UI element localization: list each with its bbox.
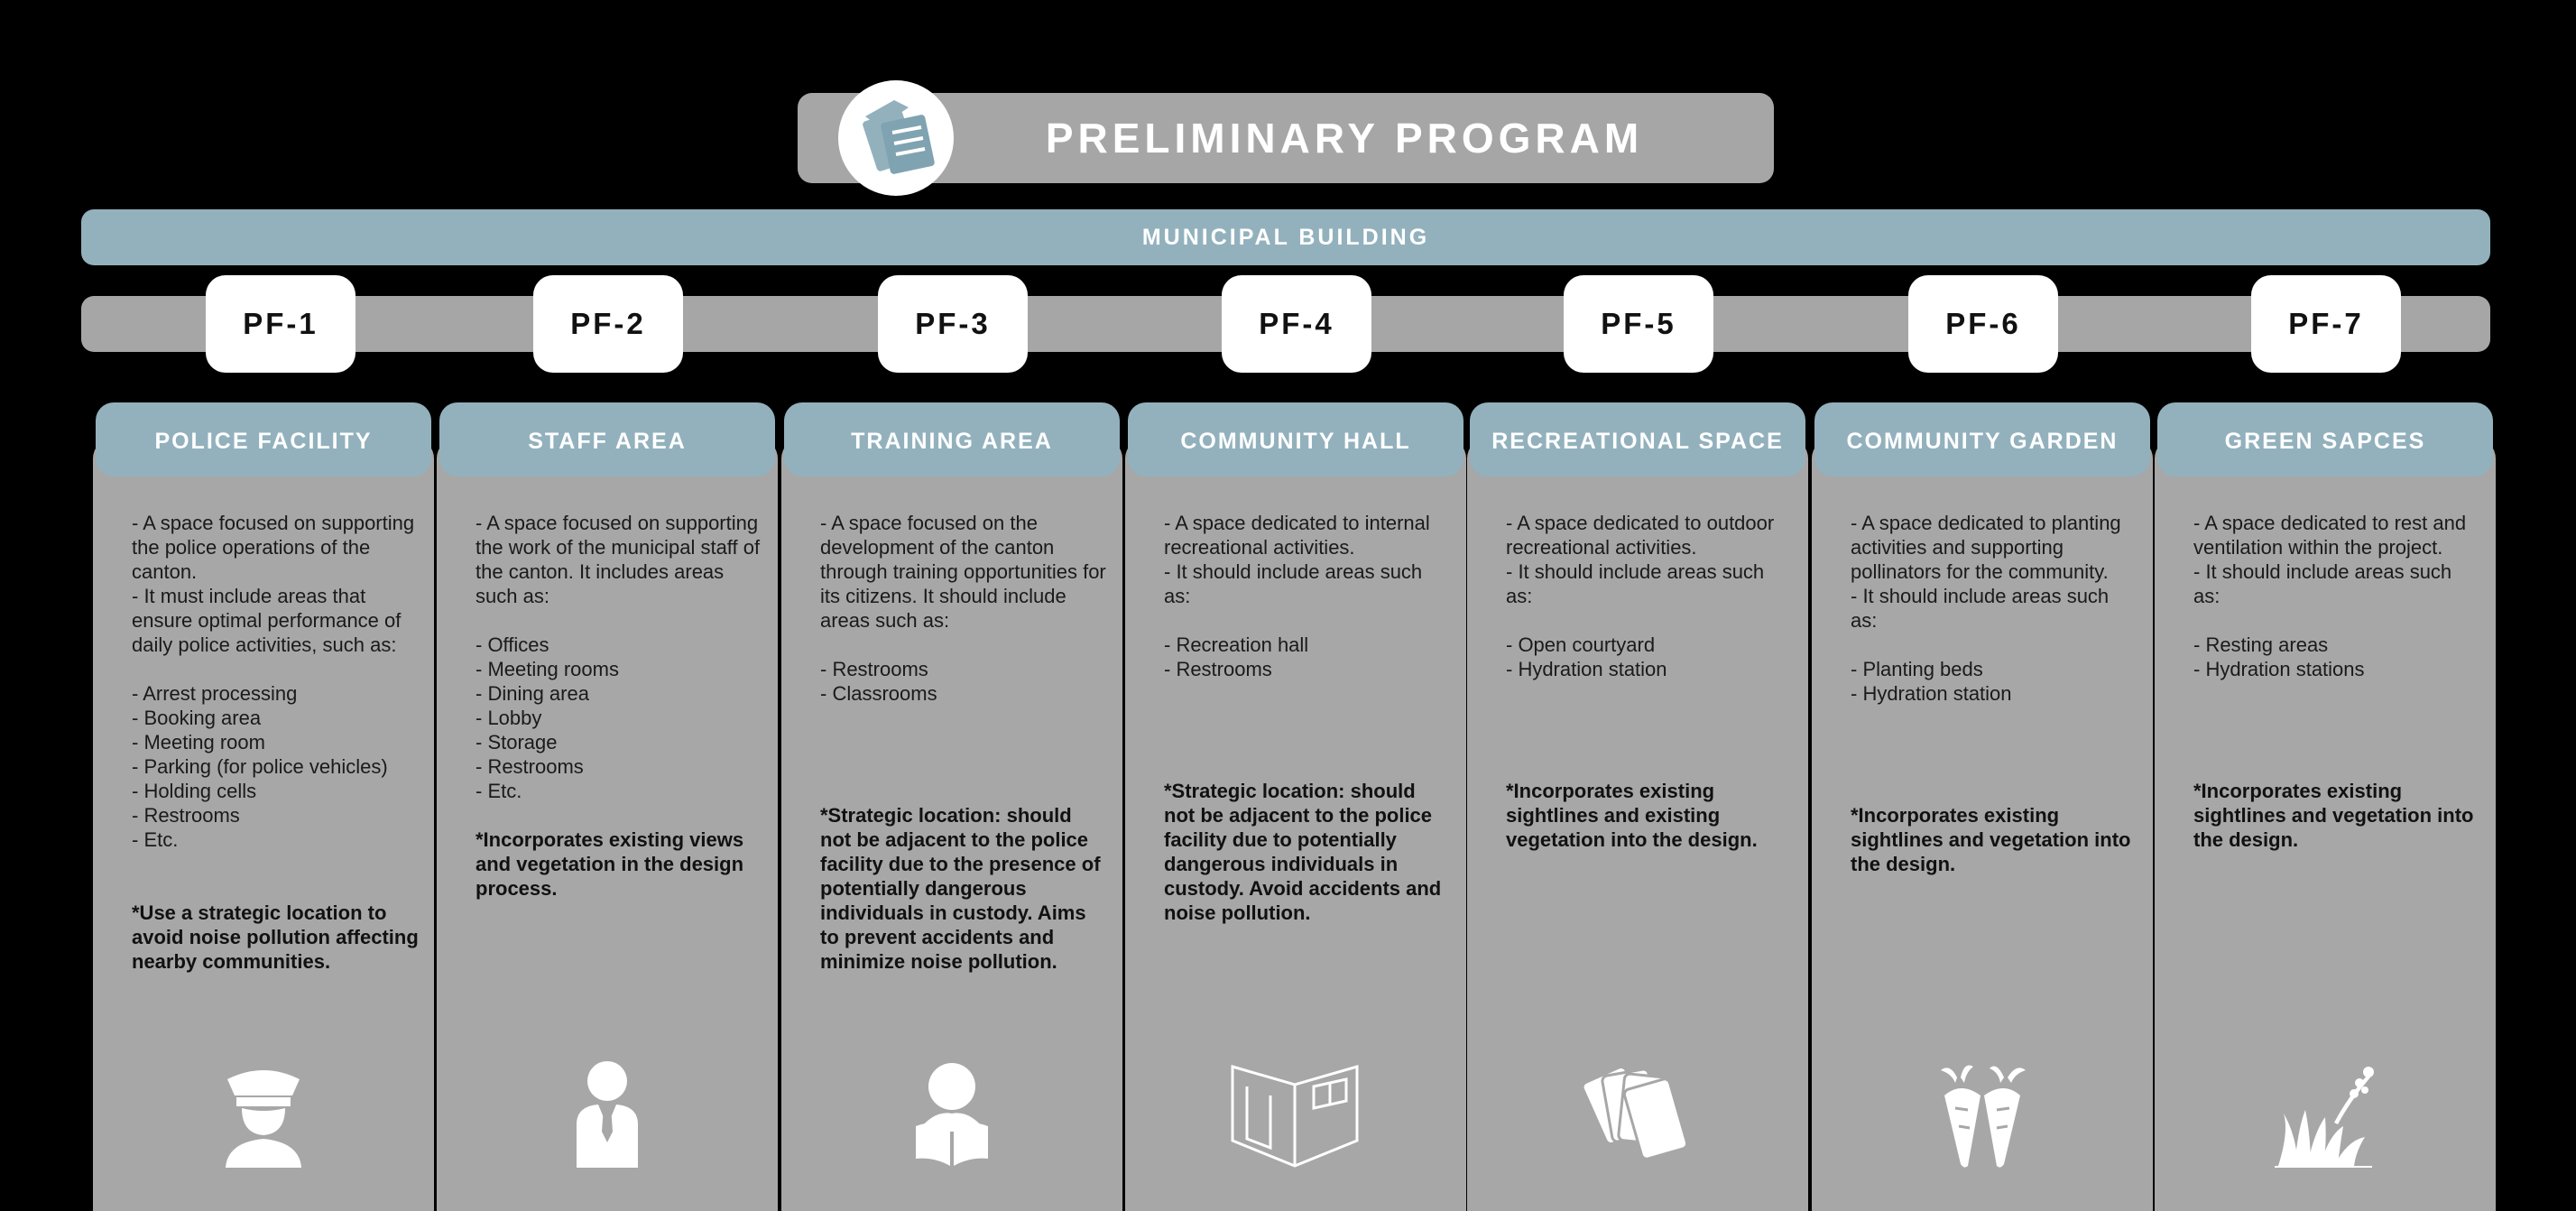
program-column-community-hall [1128,402,1463,1211]
reading-person-icon [898,1059,1006,1168]
column-title: TRAINING AREA [784,402,1120,476]
column-title: GREEN SAPCES [2157,402,2493,476]
pf-code-badge: PF-1 [206,275,355,373]
police-officer-icon [209,1059,318,1168]
pf-code-badge: PF-4 [1222,275,1371,373]
municipal-building-bar: MUNICIPAL BUILDING [81,209,2490,265]
column-note: *Incorporates existing sightlines and vegetation into the design. [2193,780,2474,851]
column-note: *Strategic location: should not be adjacent to the police facility due to potentially dangerous individuals in custody. Avoid accidents and noise pollution. [1164,780,1442,924]
staff-person-icon [553,1059,661,1168]
page-title: PRELIMINARY PROGRAM [1045,115,1644,162]
program-column-staff-area [439,402,775,1211]
program-column-police-facility [96,402,431,1211]
program-column-community-garden [1814,402,2150,1211]
grass-plant-icon [2271,1059,2379,1168]
column-note: *Incorporates existing sightlines and vegetation into the design. [1851,804,2131,875]
carrots-icon [1928,1059,2036,1168]
column-description: - A space dedicated to planting activities and supporting pollinators for the community. - It should include areas such as: - Planting beds - Hydration station [1851,512,2121,705]
pf-code-badge: PF-6 [1908,275,2058,373]
program-column-recreational-space [1470,402,1805,1211]
column-note: *Use a strategic location to avoid noise pollution affecting nearby communities. [132,901,419,973]
column-title: COMMUNITY GARDEN [1814,402,2150,476]
column-note: *Strategic location: should not be adjacent to the police facility due to the presence of potentially dangerous individuals in custody. Aims to prevent accidents and minimize noise pollution. [820,804,1101,973]
column-note: *Incorporates existing views and vegetation in the design process. [475,828,744,900]
column-title: STAFF AREA [439,402,775,476]
pf-code-badge: PF-5 [1564,275,1713,373]
column-description: - A space focused on supporting the police operations of the canton. - It must include areas that ensure optimal performance of daily police activities, such as: - Arrest processing - Booking area - Meeting room - Parking (for police vehicles) - Holding cells - Restrooms - Etc. [132,512,415,851]
program-column-training-area [784,402,1120,1211]
program-column-green-spaces [2157,402,2493,1211]
pf-code-badge: PF-3 [878,275,1028,373]
column-description: - A space focused on supporting the work of the municipal staff of the canton. It includes areas such as: - Offices - Meeting rooms - Dining area - Lobby - Storage - Restrooms - Etc. [475,512,761,802]
column-title: RECREATIONAL SPACE [1470,402,1805,476]
documents-logo-icon [838,80,954,196]
playing-cards-icon [1583,1059,1692,1168]
pf-code-badge: PF-2 [533,275,683,373]
pf-code-badge: PF-7 [2251,275,2401,373]
room-interior-icon [1227,1059,1362,1168]
column-note: *Incorporates existing sightlines and existing vegetation into the design. [1506,780,1758,851]
column-title: POLICE FACILITY [96,402,431,476]
column-description: - A space dedicated to rest and ventilation within the project. - It should include areas such as: - Resting areas - Hydration stations [2193,512,2467,680]
column-title: COMMUNITY HALL [1128,402,1463,476]
column-description: - A space dedicated to outdoor recreational activities. - It should include areas such as: - Open courtyard - Hydration station [1506,512,1775,680]
column-description: - A space dedicated to internal recreational activities. - It should include areas such as: - Recreation hall - Restrooms [1164,512,1430,680]
column-description: - A space focused on the development of the canton through training opportunities for its citizens. It should include areas such as: - Restrooms - Classrooms [820,512,1106,705]
